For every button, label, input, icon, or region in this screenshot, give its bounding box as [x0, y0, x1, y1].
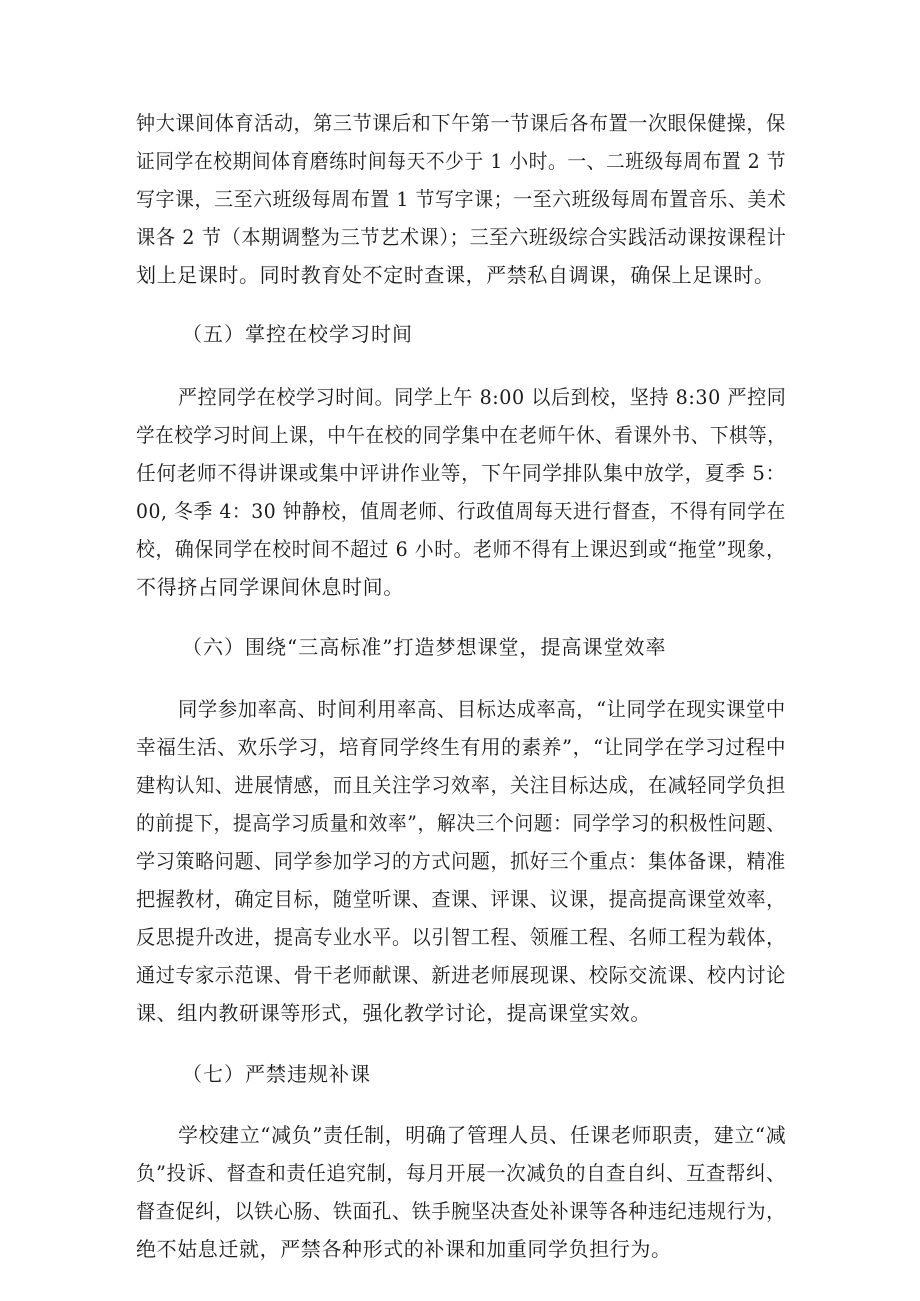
text-line: 写字课，三至六班级每周布置 1 节写字课；一至六班级每周布置音乐、美术 — [136, 187, 787, 211]
text-line: 校，确保同学在校时间不超过 6 小时。老师不得有上课迟到或“拖堂”现象， — [136, 537, 786, 561]
text-line: 把握教材，确定目标，随堂听课、查课、评课、议课，提高提高课堂效率， — [136, 887, 786, 911]
text-line: 建构认知、进展情感，而且关注学习效率，关注目标达成，在减轻同学负担 — [136, 773, 786, 797]
section-heading-6: （六）围绕“三高标准”打造梦想课堂，提高课堂效率 — [182, 635, 667, 659]
text-line: 通过专家示范课、骨干老师献课、新进老师展现课、校际交流课、校内讨论 — [136, 963, 786, 987]
text-line: 00, 冬季 4：30 钟静校，值周老师、行政值周每天进行督查，不得有同学在 — [136, 499, 786, 523]
text-line: 不得挤占同学课间休息时间。 — [136, 575, 404, 599]
text-line: 学习策略问题、同学参加学习的方式问题，抓好三个重点：集体备课，精准 — [136, 849, 786, 873]
text-line: 绝不姑息迁就，严禁各种形式的补课和加重同学负担行为。 — [136, 1237, 672, 1261]
section-heading-5: （五）掌控在校学习时间 — [182, 322, 413, 346]
text-line: 严控同学在校学习时间。同学上午 8:00 以后到校，坚持 8:30 严控同 — [178, 385, 787, 409]
text-line: 划上足课时。同时教育处不定时查课，严禁私自调课，确保上足课时。 — [136, 263, 775, 287]
text-line: 课各 2 节（本期调整为三节艺术课）；三至六班级综合实践活动课按课程计 — [136, 225, 787, 249]
text-line: 证同学在校期间体育磨练时间每天不少于 1 小时。一、二班级每周布置 2 节 — [136, 149, 787, 173]
text-line: 的前提下，提高学习质量和效率”，解决三个问题：同学学习的积极性问题、 — [136, 811, 786, 835]
section-heading-7: （七）严禁违规补课 — [182, 1062, 371, 1086]
text-line: 任何老师不得讲课或集中评讲作业等，下午同学排队集中放学，夏季 5： — [136, 461, 786, 485]
text-line: 钟大课间体育活动，第三节课后和下午第一节课后各布置一次眼保健操，保 — [136, 111, 786, 135]
text-line: 学校建立“减负”责任制，明确了管理人员、任课老师职责，建立“减 — [178, 1123, 787, 1147]
text-line: 幸福生活、欢乐学习，培育同学终生有用的素养”，“让同学在学习过程中 — [136, 735, 787, 759]
text-line: 督查促纠，以铁心肠、铁面孔、铁手腕坚决查处补课等各种违纪违规行为， — [136, 1199, 786, 1223]
text-line: 负”投诉、督查和责任追究制，每月开展一次减负的自查自纠、互查帮纠、 — [136, 1161, 786, 1185]
text-line: 同学参加率高、时间利用率高、目标达成率高，“让同学在现实课堂中 — [178, 697, 786, 721]
text-line: 课、组内教研课等形式，强化教学讨论，提高课堂实效。 — [136, 1001, 651, 1025]
text-line: 反思提升改进，提高专业水平。以引智工程、领雁工程、名师工程为载体， — [136, 925, 786, 949]
text-line: 学在校学习时间上课，中午在校的同学集中在老师午休、看课外书、下棋等， — [136, 423, 787, 447]
